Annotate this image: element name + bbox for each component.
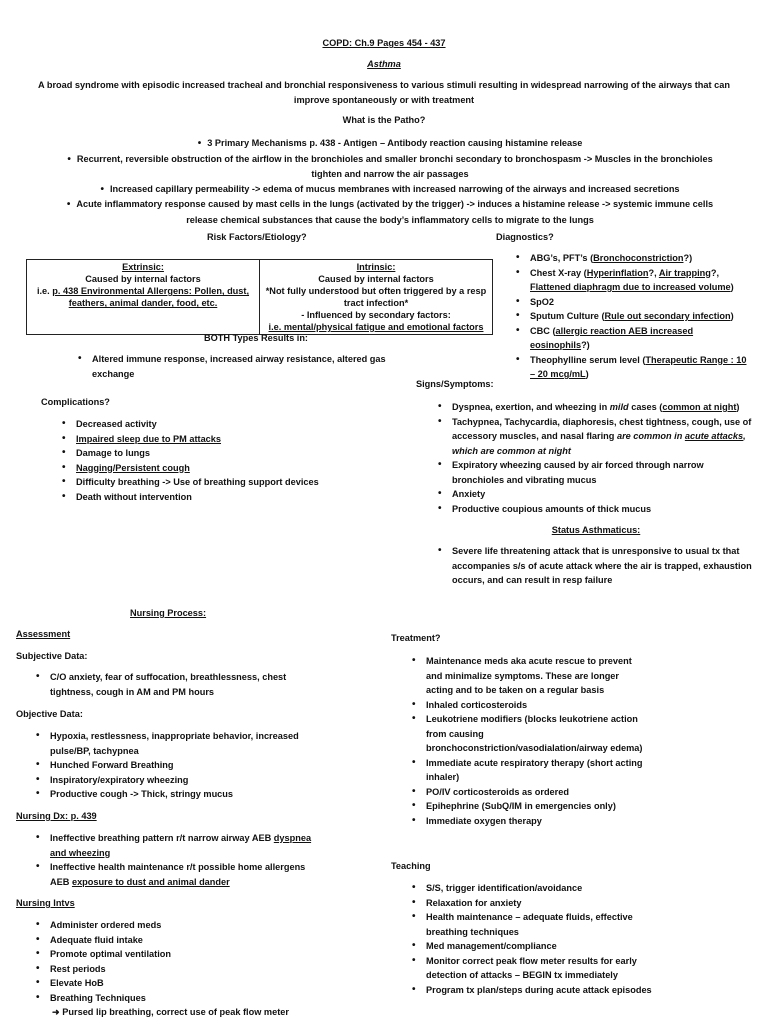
nursing-dx-heading: Nursing Dx: p. 439 [16,811,97,821]
extrinsic-line2 [30,285,256,309]
intrinsic-title: Intrinsic: [356,262,396,272]
diagnostic-item: • SpO2 [514,295,754,310]
both-types-list [76,352,396,381]
complications-list [60,417,360,504]
teaching-item: • Monitor correct peak flow meter results for early detection of attacks – BEGIN tx immediately [410,954,658,983]
patho-item [60,152,720,182]
objective-item: • Hunched Forward Breathing [34,758,324,773]
complication-item: • Difficulty breathing -> Use of breathing support devices [60,475,360,490]
diagnostics-heading: Diagnostics? [496,232,554,242]
objective-item: • Hypoxia, restlessness, inappropriate behavior, increased pulse/BP, tachypnea [34,729,324,758]
intv-item: • Adequate fluid intake [34,933,334,948]
intv-item: • Rest periods [34,962,334,977]
diagnostics-list [514,251,754,382]
extrinsic-prefix: i.e. [36,286,50,296]
dx-item: • Ineffective breathing pattern r/t narrow airway AEB dyspnea and wheezing [34,831,324,860]
patho-item-text: Recurrent, reversible obstruction of the airflow in the bronchioles and smaller bronchi secondary to bronchospasm -> Muscles in the bronchioles tighten and narrow the air passages [76,153,713,179]
complications-heading: Complications? [41,397,110,407]
patho-item-text: Increased capillary permeability -> edema of mucus membranes with increased narrowing of the airways and increased secretions [109,183,680,194]
patho-list [60,136,720,227]
teaching-item: • Med management/compliance [410,939,658,954]
definition: A broad syndrome with episodic increased tracheal and bronchial responsiveness to various stimuli resulting in widespread narrowing of the airways that can improve spontaneously or with treatment [38,80,730,105]
intrinsic-line1: Caused by internal factors [318,274,434,284]
treatment-item: • Immediate oxygen therapy [410,814,646,829]
teaching-item: • S/S, trigger identification/avoidance [410,881,658,896]
both-types-heading: BOTH Types Results in: [204,333,308,343]
intv-item: • Administer ordered meds [34,918,334,933]
treatment-item: • PO/IV corticosteroids as ordered [410,785,646,800]
treatment-item: • Maintenance meds aka acute rescue to prevent and minimalize symptoms. These are longer acting and to be taken on a regular basis [410,654,646,698]
intv-item: • Elevate HoB [34,976,334,991]
treatment-item: • Immediate acute respiratory therapy (short acting inhaler) [410,756,646,785]
diagnostic-item: • Sputum Culture (Rule out secondary infection) [514,309,754,324]
nursing-process-heading: Nursing Process: [130,608,207,618]
patho-item-text: Acute inflammatory response caused by mast cells in the lungs (activated by the trigger) -> induces a histamine release -> systemic immune cells release chemical substances that cause the body’s inflammatory cells to migrate to the lungs [76,199,714,225]
signs-heading: Signs/Symptoms: [416,379,494,389]
patho-item [60,136,720,152]
arrow-icon: ➜ [52,1007,60,1017]
subjective-item: • C/O anxiety, fear of suffocation, breathlessness, chest tightness, cough in AM and PM hours [34,670,324,699]
nursing-intvs-list [34,918,334,1005]
both-types-item [76,352,396,381]
objective-item: • Productive cough -> Thick, stringy mucus [34,787,324,802]
teaching-item: • Program tx plan/steps during acute attack episodes [410,983,658,998]
sign-item: • Dyspnea, exertion, and wheezing in mild cases (common at night) [436,400,756,415]
teaching-list [410,881,658,997]
signs-list [436,400,756,516]
both-types-text: Altered immune response, increased airway resistance, altered gas exchange [92,354,386,379]
treatment-list [410,654,646,828]
intrinsic-line2: *Not fully understood but often triggered by a resp tract infection* [265,286,487,308]
complication-item: • Decreased activity [60,417,360,432]
complication-item: • Death without intervention [60,490,360,505]
nursing-dx-list [34,831,324,889]
dx-item: • Ineffective health maintenance r/t possible home allergens AEB exposure to dust and animal dander [34,860,324,889]
diagnostic-item: • Chest X-ray (Hyperinflation?, Air trapping?, Flattened diaphragm due to increased volume) [514,266,754,295]
sign-item: • Productive coupious amounts of thick mucus [436,502,756,517]
sign-item: • Expiratory wheezing caused by air forced through narrow bronchioles and vibrating mucus [436,458,756,487]
objective-item: • Inspiratory/expiratory wheezing [34,773,324,788]
subjective-heading: Subjective Data: [16,651,88,661]
patho-heading: What is the Patho? [342,115,426,125]
treatment-item: • Epihephrine (SubQ/IM in emergencies only) [410,799,646,814]
intrinsic-line4: i.e. mental/physical fatigue and emotional factors [268,322,484,332]
risk-factor-table [26,259,493,335]
diagnostic-item: • CBC (allergic reaction AEB increased eosinophils?) [514,324,754,353]
complication-item: • Nagging/Persistent cough [60,461,360,476]
subtitle-asthma [0,57,768,72]
intv-sub-item [52,1005,352,1020]
complication-item: • Impaired sleep due to PM attacks [60,432,360,447]
extrinsic-allergens: p. 438 Environmental Allergens: Pollen, dust, feathers, animal dander, food, etc. [52,286,250,308]
subtitle-text: Asthma [367,59,401,69]
extrinsic-title: Extrinsic: [122,262,164,272]
title-text: COPD: Ch.9 Pages 454 - 437 [322,38,446,48]
assessment-heading: Assessment [16,629,71,639]
intrinsic-line3: - Influenced by secondary factors: [301,310,451,320]
complication-item: • Damage to lungs [60,446,360,461]
intv-item: • Promote optimal ventilation [34,947,334,962]
intv-item: • Breathing Techniques [34,991,334,1006]
status-asthmaticus-heading: Status Asthmaticus: [551,525,641,535]
patho-item [60,197,720,227]
teaching-heading: Teaching [391,861,431,871]
treatment-heading: Treatment? [391,633,441,643]
patho-item-text: 3 Primary Mechanisms p. 438 - Antigen – Antibody reaction causing histamine release [207,138,583,148]
nursing-intvs-heading: Nursing Intvs [16,898,75,908]
extrinsic-line1: Caused by internal factors [85,274,201,284]
objective-heading: Objective Data: [16,709,83,719]
treatment-item: • Inhaled corticosteroids [410,698,646,713]
treatment-item: • Leukotriene modifiers (blocks leukotriene action from causing bronchoconstriction/vasodialation/airway edema) [410,712,646,756]
patho-item [60,182,720,198]
sign-item: • Tachypnea, Tachycardia, diaphoresis, chest tightness, cough, use of accessory muscles, and nasal flaring are common in acute attacks, which are common at night [436,415,756,459]
risk-heading: Risk Factors/Etiology? [207,232,307,242]
intv-sub-text: Pursed lip breathing, correct use of peak flow meter [62,1007,289,1017]
subjective-list [34,670,324,699]
objective-list [34,729,324,802]
sign-item: • Anxiety [436,487,756,502]
teaching-item: • Health maintenance – adequate fluids, effective breathing techniques [410,910,658,939]
status-list [436,544,756,588]
teaching-item: • Relaxation for anxiety [410,896,658,911]
status-item: • Severe life threatening attack that is unresponsive to usual tx that accompanies s/s of acute attack where the air is trapped, exhaustion occurs, and can result in resp failure [436,544,756,588]
diagnostic-item: • ABG’s, PFT’s (Bronchoconstriction?) [514,251,754,266]
intrinsic-cell [260,260,493,335]
document-title [0,36,768,51]
diagnostic-item: • Theophylline serum level (Therapeutic Range : 10 – 20 mcg/mL) [514,353,754,382]
extrinsic-cell [27,260,260,335]
